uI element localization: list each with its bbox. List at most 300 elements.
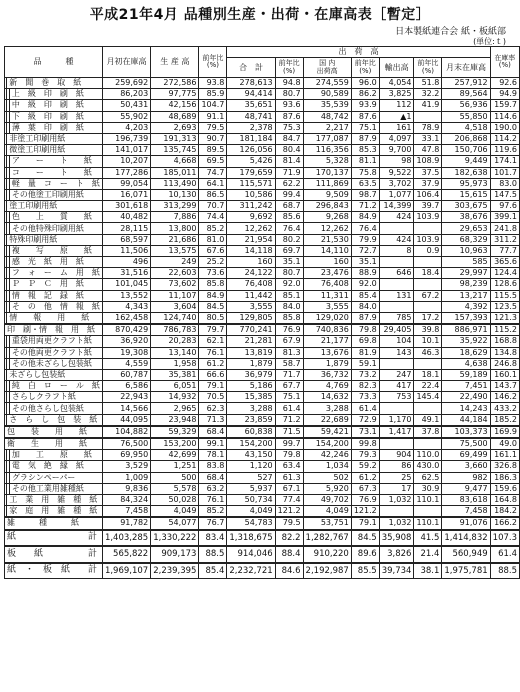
row-category-name: その他未ざらし包装紙 [9,358,102,369]
cell-production: 1,251 [151,461,199,472]
cell-closing-inventory: 98,239 [442,279,490,290]
table-body [5,78,520,579]
cell-total-yoy: 80.2 [275,234,303,245]
cell-inventory-ratio: 164.8 [490,494,519,505]
cell-inventory-ratio: 114.6 [490,111,519,122]
cell-domestic-yoy: 76.9 [351,494,379,505]
cell-production-yoy: 76.7 [199,517,227,529]
cell-export-yoy: 51.8 [414,78,442,89]
cell-shipments-total: 23,859 [227,414,275,426]
table-row [5,234,520,245]
cell-total-yoy: 80.7 [275,89,303,100]
cell-export: 143 [379,347,414,358]
table-row [5,257,520,268]
row-category-name: 紙 ・ 板 紙 計 [5,563,103,579]
header-opening-inventory: 月初在庫高 [102,47,150,78]
cell-shipments-total: 21,954 [227,234,275,245]
cell-closing-inventory: 75,500 [442,438,490,450]
cell-domestic-yoy: 72.9 [351,414,379,426]
cell-domestic-yoy: 82.3 [351,381,379,392]
cell-total-yoy: 68.7 [275,201,303,212]
cell-shipments-total: 76,408 [227,279,275,290]
cell-shipments-total: 5,186 [227,381,275,392]
cell-domestic: 111,869 [303,178,351,189]
cell-total-yoy: 77.4 [275,494,303,505]
cell-shipments-total: 3,555 [227,301,275,312]
cell-shipments-total: 5,937 [227,483,275,494]
cell-production-yoy: 25.2 [199,257,227,268]
cell-opening-inventory: 28,115 [102,223,150,234]
cell-inventory-ratio: 185.2 [490,414,519,426]
cell-domestic-yoy: 61.2 [351,472,379,483]
cell-closing-inventory: 13,217 [442,290,490,301]
table-row [5,189,520,200]
row-category-name: 中 級 印 刷 紙 [9,100,102,111]
cell-inventory-ratio: 134.8 [490,347,519,358]
row-category-name: 複 写 原 紙 [9,245,102,256]
cell-inventory-ratio: 311.2 [490,234,519,245]
cell-production: 4,049 [151,506,199,518]
cell-export-yoy: 67.2 [414,290,442,301]
cell-inventory-ratio: 94.9 [490,89,519,100]
cell-export: 9,700 [379,145,414,156]
cell-shipments-total: 126,056 [227,145,275,156]
cell-closing-inventory: 9,477 [442,483,490,494]
cell-domestic: 11,311 [303,290,351,301]
cell-total-yoy: 63.4 [275,461,303,472]
cell-total-yoy: 85.1 [275,290,303,301]
cell-production: 73,602 [151,279,199,290]
cell-shipments-total: 12,262 [227,223,275,234]
cell-total-yoy: 67.9 [275,336,303,347]
cell-inventory-ratio: 160.1 [490,369,519,380]
cell-closing-inventory: 257,912 [442,78,490,89]
page-title: 平成21年4月 品種別生産・出荷・在庫高表［暫定］ [89,7,431,23]
header-production-yoy: 前年比 (%) [199,47,227,78]
cell-total-yoy: 75.3 [275,122,303,133]
row-category-name: さ ら し 包 装 紙 [7,414,103,426]
cell-inventory-ratio: 433.2 [490,403,519,414]
cell-export-yoy: 17.2 [414,312,442,324]
cell-export-yoy: 18.4 [414,268,442,279]
cell-production: 7,886 [151,212,199,223]
cell-domestic-yoy: 81.9 [351,347,379,358]
production-table [4,46,520,579]
cell-closing-inventory: 22,490 [442,392,490,403]
cell-shipments-total: 154,200 [227,438,275,450]
cell-domestic-yoy: 85.5 [351,563,379,579]
row-category-name: 情 報 用 紙 [7,312,103,324]
cell-shipments-total: 54,783 [227,517,275,529]
cell-production: 113,490 [151,178,199,189]
cell-inventory-ratio: 169.9 [490,426,519,438]
cell-domestic: 59,421 [303,426,351,438]
cell-domestic-yoy: 98.7 [351,189,379,200]
row-category-name: 工 業 用 雑 種 紙 [7,494,103,505]
cell-export: 17 [379,483,414,494]
cell-export [379,358,414,369]
cell-domestic: 35,539 [303,100,351,111]
cell-domestic-yoy: 61.4 [351,403,379,414]
table-row [5,178,520,189]
cell-domestic: 5,328 [303,156,351,167]
cell-export-yoy: 37.8 [414,426,442,438]
header-total-yoy: 前年比 (%) [275,58,303,78]
row-category-name: Ｐ Ｐ Ｃ 用 紙 [9,279,102,290]
cell-production: 21,686 [151,234,199,245]
cell-export [379,506,414,518]
cell-domestic-yoy: 87.6 [351,111,379,122]
cell-production-yoy: 64.1 [199,178,227,189]
table-row [5,290,520,301]
cell-domestic-yoy: 93.9 [351,100,379,111]
cell-production-yoy: 85.9 [199,89,227,100]
cell-domestic: 36,732 [303,369,351,380]
cell-closing-inventory: 1,414,832 [442,530,490,547]
table-row [5,358,520,369]
cell-export: 3,702 [379,178,414,189]
cell-production-yoy: 76.1 [199,347,227,358]
cell-domestic-yoy: 88.9 [351,268,379,279]
cell-production: 313,299 [151,201,199,212]
row-category-name: 特殊印刷用紙 [7,234,103,245]
cell-production: 6,051 [151,381,199,392]
cell-production: 54,077 [151,517,199,529]
cell-opening-inventory: 4,343 [102,301,150,312]
cell-shipments-total: 527 [227,472,275,483]
cell-inventory-ratio: 159.7 [490,100,519,111]
cell-export [379,279,414,290]
cell-production-yoy: 93.8 [199,78,227,89]
row-category-name: 純 白 ロ ー ル 紙 [9,381,102,392]
cell-opening-inventory: 3,529 [102,461,150,472]
cell-domestic-yoy: 75.8 [351,167,379,178]
cell-domestic-yoy: 81.1 [351,156,379,167]
cell-closing-inventory: 83,618 [442,494,490,505]
cell-export-yoy: 49.1 [414,414,442,426]
cell-total-yoy: 69.7 [275,245,303,256]
cell-opening-inventory: 141,017 [102,145,150,156]
cell-opening-inventory: 101,045 [102,279,150,290]
cell-domestic: 42,246 [303,450,351,461]
cell-opening-inventory: 11,506 [102,245,150,256]
cell-closing-inventory: 38,676 [442,212,490,223]
cell-export-yoy: 110.0 [414,450,442,461]
cell-production-yoy: 70.5 [199,392,227,403]
cell-domestic: 13,676 [303,347,351,358]
table-row [5,392,520,403]
cell-closing-inventory: 29,997 [442,268,490,279]
header-export-yoy: 前年比 (%) [414,58,442,78]
cell-export-yoy: 46.3 [414,347,442,358]
cell-shipments-total: 278,613 [227,78,275,89]
cell-opening-inventory: 10,207 [102,156,150,167]
table-row [5,563,520,579]
cell-domestic-yoy: 72.7 [351,245,379,256]
cell-total-yoy: 82.2 [275,530,303,547]
cell-closing-inventory: 4,518 [442,122,490,133]
cell-domestic-yoy: 69.8 [351,336,379,347]
cell-domestic-yoy: 87.9 [351,312,379,324]
cell-export: 3,826 [379,546,414,563]
cell-shipments-total: 21,281 [227,336,275,347]
cell-domestic: 90,589 [303,89,351,100]
cell-production-yoy: 62.3 [199,403,227,414]
cell-export: 1,032 [379,494,414,505]
cell-total-yoy: 71.2 [275,414,303,426]
cell-export: 753 [379,392,414,403]
cell-opening-inventory: 40,482 [102,212,150,223]
cell-domestic-yoy: 73.1 [351,426,379,438]
cell-total-yoy: 84.7 [275,133,303,144]
cell-export-yoy: 38.1 [414,563,442,579]
cell-opening-inventory: 870,429 [102,324,150,336]
cell-inventory-ratio: 49.0 [490,438,519,450]
cell-domestic: 296,843 [303,201,351,212]
cell-inventory-ratio: 101.7 [490,167,519,178]
cell-shipments-total: 50,734 [227,494,275,505]
header-domestic: 国 内 出荷高 [303,58,351,78]
cell-domestic-yoy: 79.1 [351,517,379,529]
cell-export-yoy: 41.9 [414,100,442,111]
cell-shipments-total: 2,232,721 [227,563,275,579]
cell-opening-inventory: 22,943 [102,392,150,403]
cell-export: 9,522 [379,167,414,178]
row-category-name: 板 紙 計 [5,546,103,563]
row-category-name: その他さらし包装紙 [9,403,102,414]
header-shipments-total: 合 計 [227,58,275,78]
cell-opening-inventory: 496 [102,257,150,268]
cell-opening-inventory: 55,902 [102,111,150,122]
cell-domestic-yoy: 96.0 [351,78,379,89]
cell-inventory-ratio: 186.3 [490,472,519,483]
row-category-name: 非塗工印刷用紙 [7,133,103,144]
cell-total-yoy: 85.6 [275,212,303,223]
cell-inventory-ratio: 190.0 [490,122,519,133]
cell-domestic-yoy: 84.0 [351,301,379,312]
cell-domestic-yoy: 71.2 [351,201,379,212]
cell-total-yoy: 85.8 [275,312,303,324]
cell-shipments-total: 160 [227,257,275,268]
cell-total-yoy: 67.1 [275,483,303,494]
cell-opening-inventory: 4,203 [102,122,150,133]
cell-domestic-yoy: 59.1 [351,358,379,369]
cell-production: 22,603 [151,268,199,279]
cell-production: 42,156 [151,100,199,111]
row-category-name: その他特殊印刷用紙 [9,223,102,234]
cell-production: 42,699 [151,450,199,461]
cell-production-yoy: 63.2 [199,483,227,494]
cell-domestic-yoy: 73.3 [351,392,379,403]
cell-domestic-yoy: 84.5 [351,530,379,547]
cell-total-yoy: 92.0 [275,279,303,290]
cell-total-yoy: 76.9 [275,324,303,336]
row-category-name: 電 気 絶 縁 紙 [9,461,102,472]
cell-domestic: 48,742 [303,111,351,122]
cell-production: 20,283 [151,336,199,347]
cell-total-yoy: 80.4 [275,145,303,156]
cell-production-yoy: 68.4 [199,472,227,483]
cell-production-yoy: 85.8 [199,279,227,290]
cell-production-yoy: 62.1 [199,336,227,347]
row-category-name: 薄 葉 印 刷 紙 [9,122,102,133]
cell-inventory-ratio: 147.5 [490,189,519,200]
cell-opening-inventory: 4,559 [102,358,150,369]
cell-shipments-total: 15,385 [227,392,275,403]
cell-shipments-total: 35,651 [227,100,275,111]
cell-inventory-ratio: 97.6 [490,201,519,212]
cell-export-yoy: 18.1 [414,369,442,380]
cell-domestic: 502 [303,472,351,483]
cell-domestic: 9,509 [303,189,351,200]
table-row [5,438,520,450]
cell-total-yoy: 79.8 [275,450,303,461]
cell-domestic: 154,200 [303,438,351,450]
cell-domestic: 3,288 [303,403,351,414]
cell-export: 424 [379,234,414,245]
cell-inventory-ratio: 166.2 [490,517,519,529]
cell-export-yoy [414,438,442,450]
cell-closing-inventory: 886,971 [442,324,490,336]
cell-export: 785 [379,312,414,324]
cell-domestic-yoy: 79.3 [351,450,379,461]
cell-shipments-total: 1,318,675 [227,530,275,547]
cell-domestic: 177,087 [303,133,351,144]
cell-closing-inventory: 89,564 [442,89,490,100]
cell-domestic-yoy: 79.9 [351,234,379,245]
cell-closing-inventory: 7,451 [442,381,490,392]
cell-shipments-total: 10,586 [227,189,275,200]
cell-export: 424 [379,212,414,223]
cell-opening-inventory: 565,822 [102,546,150,563]
cell-closing-inventory: 303,675 [442,201,490,212]
cell-opening-inventory: 104,882 [102,426,150,438]
cell-opening-inventory: 7,458 [102,506,150,518]
cell-production: 23,948 [151,414,199,426]
table-row [5,546,520,563]
cell-closing-inventory: 103,373 [442,426,490,438]
cell-production-yoy: 83.4 [199,530,227,547]
table-row [5,279,520,290]
row-category-name: 新 聞 巻 取 紙 [7,78,103,89]
cell-domestic-yoy: 85.4 [351,290,379,301]
cell-export-yoy [414,403,442,414]
cell-opening-inventory: 44,095 [102,414,150,426]
cell-domestic-yoy: 86.2 [351,89,379,100]
cell-opening-inventory: 259,692 [102,78,150,89]
cell-production-yoy: 70.7 [199,201,227,212]
table-row [5,403,520,414]
cell-opening-inventory: 301,618 [102,201,150,212]
cell-inventory-ratio: 123.5 [490,301,519,312]
cell-closing-inventory: 206,868 [442,133,490,144]
cell-domestic-yoy: 79.8 [351,324,379,336]
cell-total-yoy: 84.6 [275,563,303,579]
cell-export: 112 [379,100,414,111]
cell-closing-inventory: 9,449 [442,156,490,167]
cell-export: 8 [379,245,414,256]
cell-opening-inventory: 1,969,107 [102,563,150,579]
table-row [5,156,520,167]
cell-shipments-total: 2,378 [227,122,275,133]
cell-domestic-yoy: 63.5 [351,178,379,189]
cell-closing-inventory: 560,949 [442,546,490,563]
cell-production: 2,239,395 [151,563,199,579]
cell-export: 4,097 [379,133,414,144]
cell-opening-inventory: 69,950 [102,450,150,461]
cell-closing-inventory: 18,629 [442,347,490,358]
cell-closing-inventory: 68,329 [442,234,490,245]
cell-export-yoy: 33.1 [414,133,442,144]
cell-inventory-ratio: 124.4 [490,268,519,279]
row-category-name: 雑 種 紙 [5,517,103,529]
cell-opening-inventory: 91,782 [102,517,150,529]
cell-opening-inventory: 1,403,285 [102,530,150,547]
cell-domestic: 14,632 [303,392,351,403]
cell-domestic: 9,268 [303,212,351,223]
table-row [5,461,520,472]
cell-export-yoy: 430.0 [414,461,442,472]
cell-domestic-yoy: 85.3 [351,145,379,156]
cell-opening-inventory: 50,431 [102,100,150,111]
cell-export-yoy: 39.7 [414,201,442,212]
row-category-name: 微塗工印刷用紙 [7,145,103,156]
cell-export: 86 [379,461,414,472]
cell-total-yoy: 93.6 [275,100,303,111]
cell-opening-inventory: 14,566 [102,403,150,414]
cell-domestic: 274,559 [303,78,351,89]
cell-production-yoy: 68.4 [199,426,227,438]
table-row [5,301,520,312]
cell-export-yoy: 145.4 [414,392,442,403]
cell-production-yoy: 76.1 [199,494,227,505]
cell-export: 1,417 [379,426,414,438]
cell-total-yoy: 61.3 [275,472,303,483]
cell-closing-inventory: 4,638 [442,358,490,369]
cell-shipments-total: 43,150 [227,450,275,461]
cell-production: 4,668 [151,156,199,167]
cell-shipments-total: 60,838 [227,426,275,438]
cell-production-yoy: 81.0 [199,234,227,245]
cell-production-yoy: 79.7 [199,324,227,336]
row-category-name: その他塗工印刷用紙 [9,189,102,200]
table-row [5,78,520,89]
cell-domestic: 1,282,767 [303,530,351,547]
cell-domestic-yoy: 59.2 [351,461,379,472]
organization-label: 日本製紙連合会 紙・板紙部 [395,27,506,37]
cell-export: 14,399 [379,201,414,212]
cell-production: 11,107 [151,290,199,301]
row-category-name: 感 光 紙 用 紙 [9,257,102,268]
table-row [5,312,520,324]
table-row [5,111,520,122]
cell-inventory-ratio: 107.3 [490,530,519,547]
row-category-name: さらしクラフト紙 [9,392,102,403]
cell-domestic: 76,408 [303,279,351,290]
table-row [5,347,520,358]
table-row [5,530,520,547]
cell-total-yoy: 87.6 [275,111,303,122]
cell-inventory-ratio: 88.5 [490,563,519,579]
cell-production-yoy: 84.9 [199,290,227,301]
cell-inventory-ratio: 121.3 [490,312,519,324]
cell-domestic: 22,689 [303,414,351,426]
table-row [5,89,520,100]
cell-total-yoy: 75.1 [275,392,303,403]
row-category-name: 重袋用両更クラフト紙 [9,336,102,347]
table-row [5,483,520,494]
cell-domestic: 53,751 [303,517,351,529]
